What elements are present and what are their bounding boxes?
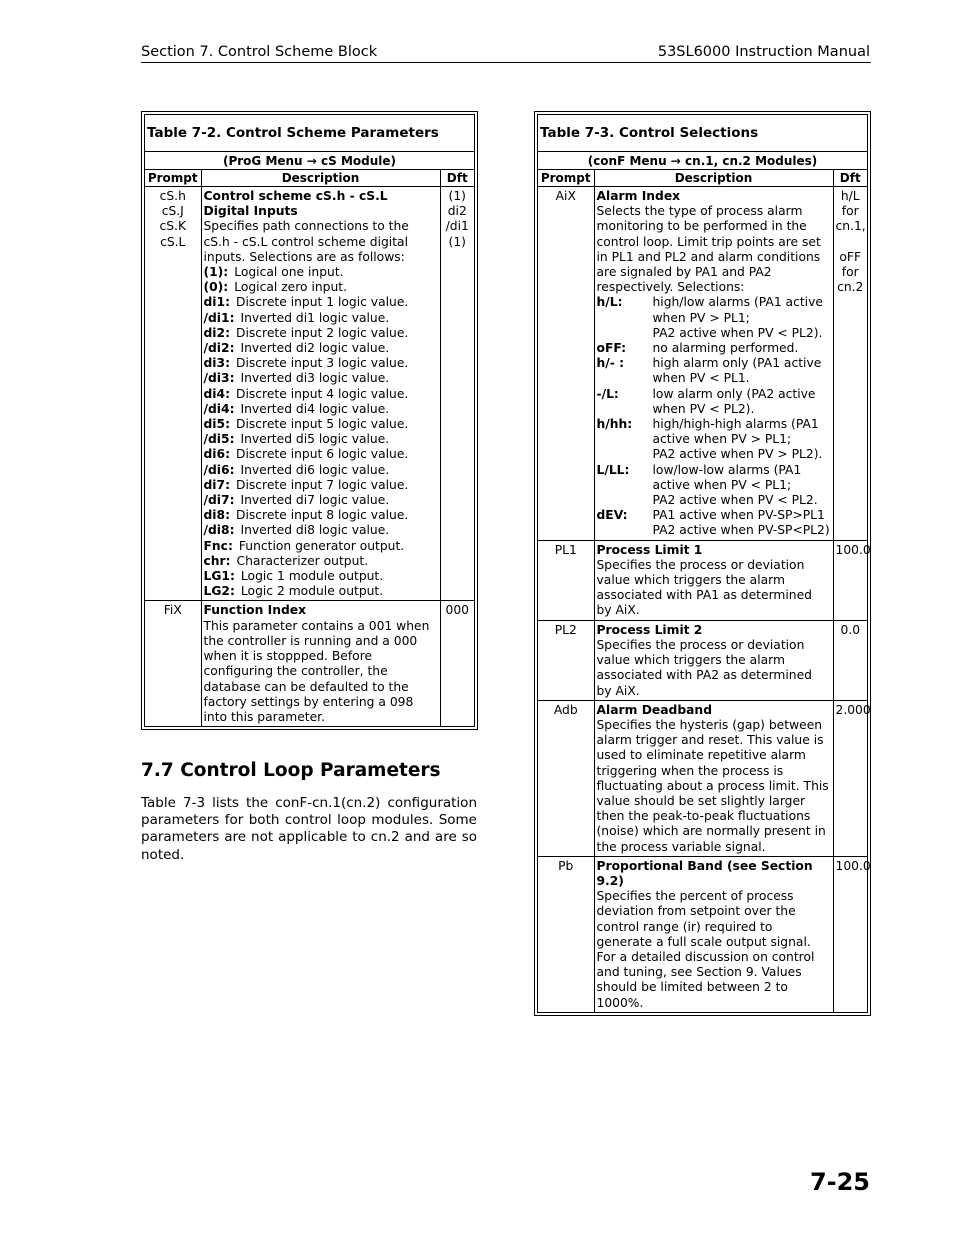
default-value: h/L [840, 189, 860, 203]
description-cell [201, 187, 440, 601]
option-value: Discrete input 1 logic value. [236, 295, 409, 310]
option-value: Discrete input 5 logic value. [236, 417, 409, 432]
option-key: LG2: [203, 584, 235, 599]
option-entry [204, 265, 438, 280]
default-cell [833, 700, 871, 856]
option-entry [204, 341, 438, 356]
option-entry [204, 539, 438, 554]
default-value: 100.0 [835, 542, 871, 557]
default-value: cn.2 [837, 280, 864, 295]
option-entry [204, 554, 438, 569]
option-value-line: when PV > PL1; [652, 310, 750, 325]
option-key: h/L: [596, 295, 623, 310]
option-value: Discrete input 6 logic value. [236, 447, 409, 462]
option-key: di6: [203, 447, 230, 462]
option-value-line: PA2 active when PV < PL2. [652, 493, 818, 508]
option-entry [597, 417, 831, 463]
option-key: (1): [203, 265, 229, 280]
table-row [145, 187, 474, 601]
prompt-cell [538, 700, 594, 856]
option-entry [597, 463, 831, 509]
default-value: 000 [445, 603, 469, 618]
column-header-description: Description [594, 170, 833, 187]
option-value: Inverted di4 logic value. [240, 401, 390, 416]
option-key: /di7: [203, 493, 235, 508]
prompt-code: AiX [555, 189, 576, 203]
option-entry [597, 356, 831, 386]
description-cell [594, 700, 833, 856]
parameter-name: Process Limit 2 [596, 622, 703, 637]
header-rule [141, 62, 871, 63]
option-value: Discrete input 3 logic value. [236, 356, 409, 371]
option-key: di7: [203, 477, 230, 492]
option-value [653, 295, 823, 341]
option-entry [204, 280, 438, 295]
parameter-name: Process Limit 1 [596, 542, 703, 557]
option-value: Inverted di1 logic value. [240, 310, 390, 325]
option-entry [204, 493, 438, 508]
default-cell [440, 601, 474, 726]
prompt-cell [538, 620, 594, 700]
option-key: chr: [203, 553, 231, 568]
table-row [538, 187, 867, 541]
option-key: di4: [203, 386, 230, 401]
option-value [653, 387, 816, 417]
option-entry [204, 326, 438, 341]
option-value-line: PA1 active when PV-SP>PL1 [652, 508, 825, 523]
option-value-line: low/low-low alarms (PA1 [652, 462, 802, 477]
column-header-prompt: Prompt [538, 170, 594, 187]
default-value: 0.0 [840, 622, 861, 637]
parameter-description: Specifies the process or deviation value which triggers the alarm associated with PA1 as determined by AiX. [596, 557, 812, 618]
option-value: Inverted di8 logic value. [240, 523, 390, 538]
option-value-line: no alarming performed. [652, 341, 799, 356]
option-entry [204, 432, 438, 447]
prompt-cell [145, 187, 201, 601]
option-value: Discrete input 4 logic value. [236, 386, 409, 401]
option-entry [204, 387, 438, 402]
option-key: /di8: [203, 523, 235, 538]
option-value: Logic 2 module output. [240, 584, 384, 599]
option-entry [204, 463, 438, 478]
option-key: /di5: [203, 432, 235, 447]
prompt-code: Pb [558, 858, 574, 873]
option-value [653, 356, 822, 386]
option-entry [204, 356, 438, 371]
option-entry [597, 341, 831, 356]
column-header-default: Dft [833, 170, 867, 187]
default-cell [833, 620, 867, 700]
default-value: for [841, 204, 859, 219]
default-value: di2 [447, 204, 467, 219]
description-cell [594, 856, 833, 1012]
running-header-section: Section 7. Control Scheme Block [141, 44, 378, 60]
option-entry [204, 311, 438, 326]
option-value-line: when PV < PL1. [652, 371, 750, 386]
prompt-cell [538, 187, 594, 541]
default-value: cn.1, [835, 219, 866, 234]
table-row [538, 540, 867, 620]
option-entry [204, 584, 438, 599]
default-cell [440, 187, 474, 601]
page-number: 7-25 [809, 1168, 870, 1196]
option-value-line: high/high-high alarms (PA1 [652, 417, 819, 432]
parameter-description: Specifies the process or deviation value which triggers the alarm associated with PA2 as determined by AiX. [596, 637, 812, 698]
option-key: di3: [203, 356, 230, 371]
option-key: di2: [203, 325, 230, 340]
prompt-code: PL2 [554, 622, 577, 637]
prompt-code: cS.K [159, 219, 187, 234]
default-cell [833, 856, 871, 1012]
option-key: -/L: [596, 386, 619, 401]
option-value: Inverted di6 logic value. [240, 462, 390, 477]
option-value-line: when PV < PL2). [652, 401, 755, 416]
description-cell [594, 620, 833, 700]
option-value-line: PA2 active when PV > PL2). [652, 447, 823, 462]
option-value: Inverted di7 logic value. [240, 493, 390, 508]
option-value: Characterizer output. [236, 553, 369, 568]
parameter-name: Control scheme cS.h - cS.L Digital Inputs [203, 189, 388, 219]
option-value-line: PA2 active when PV-SP<PL2) [652, 523, 830, 538]
default-value [836, 235, 866, 250]
prompt-cell [538, 856, 594, 1012]
option-value: Logical zero input. [234, 280, 347, 295]
option-entry [204, 523, 438, 538]
table-row [538, 620, 867, 700]
option-key: /di6: [203, 462, 235, 477]
option-value-line: PA2 active when PV < PL2). [652, 325, 823, 340]
option-key: (0): [203, 280, 229, 295]
option-value: Discrete input 8 logic value. [236, 508, 409, 523]
option-key: h/- : [596, 356, 625, 371]
option-value: Inverted di5 logic value. [240, 432, 390, 447]
prompt-code: cS.h [159, 189, 186, 203]
parameter-description: Selects the type of process alarm monitoring to be performed in the control loop. Limit trip points are set in PL1 and PL2 and alarm conditions are signaled by PA1 and PA2 respectively. Selections: [596, 204, 821, 295]
option-key: oFF: [596, 341, 626, 356]
option-value: Logic 1 module output. [240, 569, 384, 584]
option-value: Discrete input 2 logic value. [236, 325, 409, 340]
description-cell [201, 601, 440, 726]
table-subtitle: (ProG Menu → cS Module) [145, 152, 474, 170]
table-row [145, 601, 474, 726]
parameter-description: Specifies path connections to the cS.h - cS.L control scheme digital inputs. Selections are as follows: [203, 219, 409, 264]
option-value-line: active when PV > PL1; [652, 432, 792, 447]
option-value: Inverted di3 logic value. [240, 371, 390, 386]
default-value: (1) [448, 189, 466, 203]
option-value: Function generator output. [238, 538, 405, 553]
parameter-name: Alarm Index [596, 189, 681, 203]
option-key: dEV: [596, 508, 628, 523]
default-value: (1) [448, 234, 466, 249]
option-key: di8: [203, 508, 230, 523]
option-entry [204, 447, 438, 462]
parameter-description: Specifies the percent of process deviation from setpoint over the control range (ir) required to generate a full scale output signal. For a detailed discussion on control and tuning, see Section 9. Values should be limited between 2 to 1000%. [596, 889, 815, 1010]
option-value [653, 463, 818, 509]
option-key: di5: [203, 417, 230, 432]
option-value-line: low alarm only (PA2 active [652, 386, 816, 401]
option-value: Inverted di2 logic value. [240, 341, 390, 356]
parameter-name: Function Index [203, 603, 307, 618]
option-key: h/hh: [596, 417, 633, 432]
prompt-cell [538, 540, 594, 620]
option-entry [204, 371, 438, 386]
table-row [538, 856, 867, 1012]
parameter-name: Proportional Band (see Section 9.2) [596, 858, 813, 888]
default-cell [833, 540, 871, 620]
default-value: 2.000 [835, 702, 871, 717]
option-entry [204, 417, 438, 432]
option-value [653, 341, 799, 356]
section-paragraph: Table 7-3 lists the conF-cn.1(cn.2) configuration parameters for both control loop modules. Some parameters are not applicable to cn.2 and are so noted. [141, 795, 477, 863]
option-key: LG1: [203, 569, 235, 584]
table-control-scheme-parameters [141, 111, 478, 730]
default-value: /di1 [445, 219, 469, 234]
option-entry [204, 569, 438, 584]
table-title: Table 7-2. Control Scheme Parameters [145, 115, 474, 152]
parameter-description: Specifies the hysteris (gap) between alarm trigger and reset. This value is used to eliminate repetitive alarm triggering when the process is fluctuating about a process limit. This value should be set slightly larger then the peak-to-peak fluctuations (noise) which are normally present in the process variable signal. [596, 717, 829, 854]
running-header-manual: 53SL6000 Instruction Manual [657, 44, 870, 60]
section-heading: 7.7 Control Loop Parameters [141, 760, 441, 781]
default-value: for [841, 264, 859, 279]
prompt-code: PL1 [554, 542, 577, 557]
selection-table [538, 170, 871, 1012]
option-key: di1: [203, 295, 230, 310]
default-value: 100.0 [835, 858, 871, 873]
option-key: /di4: [203, 401, 235, 416]
option-value [653, 508, 830, 538]
option-entry [597, 295, 831, 341]
option-value: Logical one input. [234, 265, 344, 280]
table-title: Table 7-3. Control Selections [538, 115, 867, 152]
option-entry [204, 402, 438, 417]
option-entry [597, 508, 831, 538]
column-header-description: Description [201, 170, 440, 187]
option-key: /di1: [203, 310, 235, 325]
table-row [538, 700, 867, 856]
prompt-code: Adb [553, 702, 578, 717]
option-key: /di2: [203, 341, 235, 356]
prompt-code: FiX [163, 603, 182, 618]
parameter-description: This parameter contains a 001 when the controller is running and a 000 when it is stoppped. Before configuring the controller, the database can be defaulted to the factory settings by entering a 098 into this parameter. [203, 618, 430, 724]
prompt-code: cS.L [160, 234, 186, 249]
option-entry [204, 295, 438, 310]
option-value: Discrete input 7 logic value. [236, 477, 409, 492]
column-header-prompt: Prompt [145, 170, 201, 187]
description-cell [594, 187, 833, 541]
description-cell [594, 540, 833, 620]
prompt-cell [145, 601, 201, 726]
column-header-default: Dft [440, 170, 474, 187]
option-key: /di3: [203, 371, 235, 386]
option-value-line: high/low alarms (PA1 active [652, 295, 823, 310]
option-key: Fnc: [203, 538, 233, 553]
parameter-table [145, 170, 474, 726]
default-cell [833, 187, 867, 541]
option-entry [597, 387, 831, 417]
option-value-line: active when PV < PL1; [652, 477, 792, 492]
option-value-line: high alarm only (PA1 active [652, 356, 822, 371]
parameter-name: Alarm Deadband [596, 702, 712, 717]
prompt-code: cS.J [161, 204, 184, 219]
table-subtitle: (conF Menu → cn.1, cn.2 Modules) [538, 152, 867, 170]
table-control-selections [534, 111, 871, 1016]
option-entry [204, 478, 438, 493]
default-value: oFF [839, 249, 862, 264]
option-value [653, 417, 823, 463]
option-entry [204, 508, 438, 523]
option-key: L/LL: [596, 462, 630, 477]
